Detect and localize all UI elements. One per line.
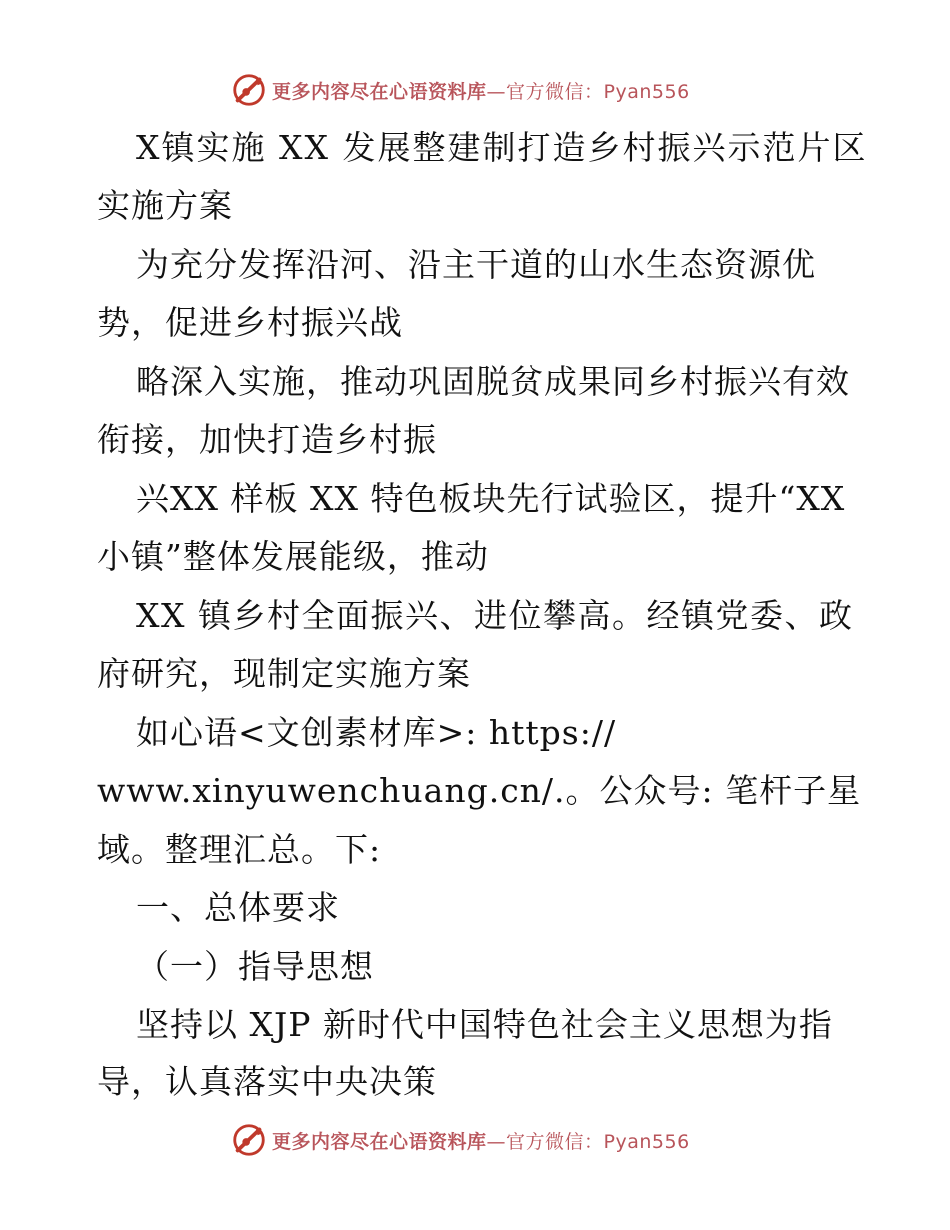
paragraph-line: 衔接，加快打造乡村振 bbox=[97, 420, 437, 459]
paragraph-line: 府研究，现制定实施方案 bbox=[97, 654, 471, 693]
paragraph-line: www.xinyuwenchuang.cn/.。公众号: 笔杆子星 bbox=[97, 771, 862, 810]
header-contact-text: 官方微信：Pyan556 bbox=[506, 80, 690, 103]
paragraph-line: 为充分发挥沿河、沿主干道的山水生态资源优 bbox=[136, 245, 816, 284]
pen-circle-logo-icon bbox=[230, 71, 268, 109]
document-title-line-2: 实施方案 bbox=[97, 186, 233, 225]
footer-watermark-banner bbox=[230, 1120, 690, 1160]
footer-separator: — bbox=[486, 1130, 507, 1153]
header-watermark-banner bbox=[230, 70, 690, 110]
paragraph-line: 如心语<文创素材库>: https:// bbox=[136, 713, 617, 752]
footer-contact-text: 官方微信：Pyan556 bbox=[506, 1130, 690, 1153]
paragraph-line: XX 镇乡村全面振兴、进位攀高。经镇党委、政 bbox=[136, 596, 854, 635]
document-title-line-1: X镇实施 XX 发展整建制打造乡村振兴示范片区 bbox=[136, 128, 868, 167]
header-brand-text: 更多内容尽在心语资料库 bbox=[272, 80, 487, 103]
pen-circle-logo-icon bbox=[230, 1121, 268, 1159]
paragraph-line: 坚持以 XJP 新时代中国特色社会主义思想为指 bbox=[136, 1005, 833, 1044]
header-separator: — bbox=[486, 80, 507, 103]
footer-banner-text bbox=[272, 1127, 690, 1154]
paragraph-line: 域。整理汇总。下: bbox=[97, 830, 382, 869]
paragraph-line: 势，促进乡村振兴战 bbox=[97, 303, 403, 342]
section-heading: 一、总体要求 bbox=[136, 888, 340, 927]
paragraph-line: 略深入实施，推动巩固脱贫成果同乡村振兴有效 bbox=[136, 362, 850, 401]
paragraph-line: 导，认真落实中央决策 bbox=[97, 1062, 437, 1101]
paragraph-line: 小镇”整体发展能级，推动 bbox=[97, 537, 489, 576]
header-banner-text bbox=[272, 77, 690, 104]
paragraph-line: 兴XX 样板 XX 特色板块先行试验区，提升“XX bbox=[136, 479, 846, 518]
footer-brand-text: 更多内容尽在心语资料库 bbox=[272, 1130, 487, 1153]
subsection-heading: （一）指导思想 bbox=[136, 947, 374, 986]
